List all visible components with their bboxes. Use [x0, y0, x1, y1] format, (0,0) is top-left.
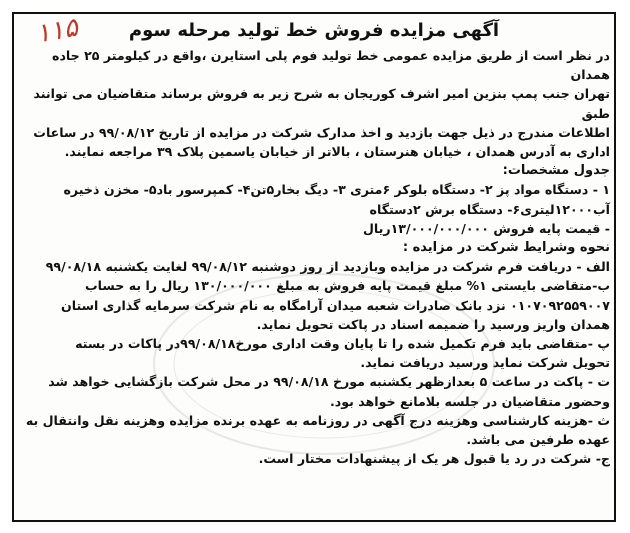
terms-heading: نحوه وشرایط شرکت در مزایده :: [402, 240, 610, 256]
specs-list: [18, 180, 610, 238]
intro-line: در نظر است از طریق مزایده عمومی خط تولید فوم پلی استایرن ،واقع در کیلومتر ۲۵ جاده همدان: [52, 48, 610, 83]
spec-line: آب۱۲۰۰۰لیتری۶- دستگاه برش ۲دستگاه: [369, 201, 610, 217]
term-line: ج- شرکت در رد یا قبول هر یک از پیشنهادات مختار است.: [258, 451, 610, 467]
term-line: همدان واریز ورسید را ضمیمه اسناد در پاکت تحویل نماید.: [256, 316, 610, 332]
advertisement-body: [18, 18, 610, 516]
intro-line: تهران جنب پمپ بنزین امیر اشرف کوریجان به شرح زیر به فروش برساند متقاضیان می توانند طبق: [33, 86, 610, 121]
specs-heading: جدول مشخصات:: [502, 163, 610, 179]
term-line: ب-متقاضی بایستی ۱% مبلغ قیمت پایه فروش به مبلغ ۱۳۰/۰۰۰/۰۰۰ ریال را به حساب: [85, 278, 610, 294]
terms-list: [18, 257, 610, 468]
intro-line: اداری به آدرس همدان ، خیابان هنرستان ، بالاتر از خیابان یاسمین پلاک ۳۹ مراجعه نمایند.: [64, 144, 610, 160]
spec-line: ۱ - دستگاه مواد پز ۲- دستگاه بلوکر ۶متری ۳- دیگ بخار۵تن۴- کمپرسور باد۵- مخزن ذخیره: [63, 182, 610, 198]
ad-title: آگهی مزایده فروش خط تولید مرحله سوم: [128, 20, 500, 41]
term-line: ت - پاکت در ساعت ۵ بعدازظهر یکشنبه مورخ ۹۹/۰۸/۱۸ در محل شرکت بازگشایی خواهد شد: [48, 374, 610, 390]
handwritten-number: ۱۱۵: [33, 12, 81, 50]
term-line: ث -هزینه کارشناسی وهزینه درج آگهی در روزنامه به عهده برنده مزایده وهزینه نقل وانتقال به: [25, 412, 610, 428]
advertisement-frame: [12, 12, 616, 522]
term-line: وحضور متقاضیان در جلسه بلامانع خواهد بود.: [330, 393, 610, 409]
term-line: الف - دریافت فرم شرکت در مزایده وبازدید از روز دوشنبه ۹۹/۰۸/۱۲ لغایت یکشنبه ۹۹/۰۸/۱۸: [45, 259, 610, 275]
term-line: پ -متقاضی باید فرم تکمیل شده را تا پایان وقت اداری مورخ۹۹/۰۸/۱۸در پاکات در بسته: [75, 336, 610, 352]
term-line: ۰۱۰۷۰۹۲۵۵۹۰۰۷ نزد بانک صادرات شعبه میدان آرامگاه به نام شرکت سرمایه گذاری استان: [60, 297, 610, 313]
term-line: تحویل شرکت نماید ورسید دریافت نماید.: [360, 355, 610, 371]
intro-line: اطلاعات مندرج در ذیل جهت بازدید و اخذ مدارک شرکت در مزایده از تاریخ ۹۹/۰۸/۱۲ در ساعات: [33, 124, 610, 140]
term-line: عهده طرفین می باشد.: [466, 432, 610, 448]
base-price-line: - قیمت پایه فروش ۱۳/۰۰۰/۰۰۰/۰۰۰ریال: [362, 220, 610, 236]
intro-paragraph: [18, 46, 610, 161]
